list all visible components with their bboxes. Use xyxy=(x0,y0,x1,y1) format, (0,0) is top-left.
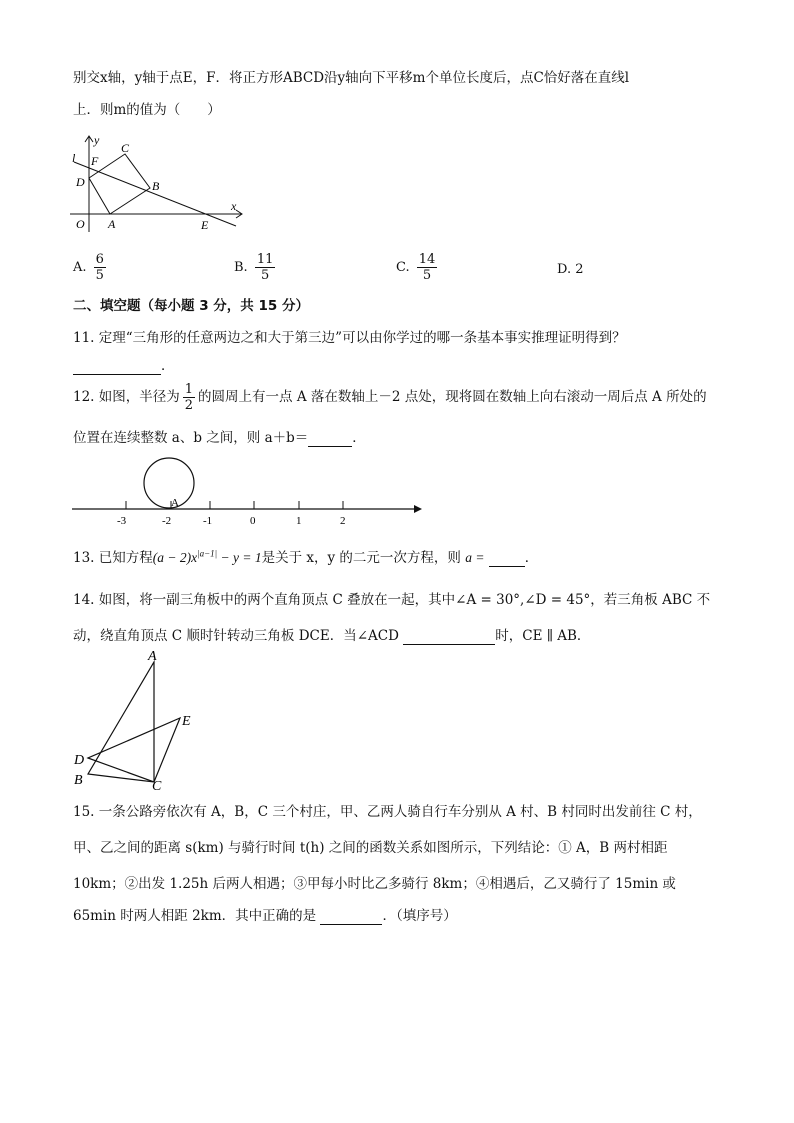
q14-line2-post: 时，CE ∥ AB． xyxy=(495,628,591,644)
label-B: B xyxy=(152,179,160,193)
tick-label: 2 xyxy=(340,515,346,527)
tick-label: -3 xyxy=(117,515,127,527)
q13-pre: 13. 已知方程 xyxy=(73,550,153,566)
q11-text: 11. 定理“三角形的任意两边之和大于第三边”可以由你学过的哪一条基本事实推理证明得到？ xyxy=(73,330,626,346)
q14-figure xyxy=(70,648,210,793)
choice-c[interactable] xyxy=(396,252,440,283)
choice-b[interactable] xyxy=(234,252,278,283)
choice-a-num: 6 xyxy=(95,252,104,267)
label-x: x xyxy=(231,199,237,213)
q14-blank[interactable] xyxy=(403,628,495,645)
q12-pre: 12. 如图，半径为 xyxy=(73,389,180,405)
choice-c-frac xyxy=(417,252,438,283)
q11-answer-line xyxy=(73,354,175,375)
q10-line1: 别交x轴，y轴于点E，F．将正方形ABCD沿y轴向下平移m个单位长度后，点C恰好落在直线l xyxy=(73,70,630,86)
label-A: A xyxy=(148,649,157,664)
q10-figure xyxy=(70,132,250,237)
choice-b-den: 5 xyxy=(260,268,270,283)
q12-line1 xyxy=(73,382,707,413)
section-title: 二、填空题（每小题 3 分，共 15 分） xyxy=(73,298,309,314)
label-D: D xyxy=(76,175,85,189)
tick-label: -2 xyxy=(162,515,172,527)
label-O: O xyxy=(76,217,85,231)
choice-d-letter: D. xyxy=(557,262,572,277)
q12-post: 的圆周上有一点 A 落在数轴上－2 点处，现将圆在数轴上向右滚动一周后点 A 所处的 xyxy=(198,389,707,405)
q13-eq-a: (a − 2)x xyxy=(152,550,198,565)
q13-var: a = xyxy=(465,550,485,565)
choice-b-letter: B. xyxy=(234,260,248,275)
label-y: y xyxy=(94,133,100,147)
q15-line1: 15. 一条公路旁依次有 A，B，C 三个村庄，甲、乙两人骑自行车分别从 A 村、B 村同时出发前往 C 村， xyxy=(73,804,702,820)
label-l: l xyxy=(72,151,76,165)
choice-c-num: 14 xyxy=(418,252,436,267)
tick-label: 0 xyxy=(250,515,256,527)
q12-frac-num: 1 xyxy=(184,382,194,397)
choice-a-den: 5 xyxy=(95,268,104,283)
q13-blank[interactable] xyxy=(489,550,525,567)
q14-line1: 14. 如图，将一副三角板中的两个直角顶点 C 叠放在一起，其中∠A = 30°,∠D = 45°，若三角板 ABC 不 xyxy=(73,592,711,608)
q14-line2 xyxy=(73,624,590,645)
label-A: A xyxy=(108,217,116,231)
choice-a-frac xyxy=(94,252,106,283)
choice-a-letter: A. xyxy=(73,260,87,275)
q11-tail: ． xyxy=(161,358,175,374)
label-D: D xyxy=(74,753,85,768)
label-E: E xyxy=(182,714,191,729)
q14-line2-pre: 动，绕直角顶点 C 顺时针转动三角板 DCE．当∠ACD xyxy=(73,628,399,644)
choice-d-text: 2 xyxy=(575,262,584,277)
q13-eq-b: − y = 1 xyxy=(217,550,262,565)
point-A-label: A xyxy=(171,497,179,509)
q12-line2-text: 位置在连续整数 a、b 之间，则 a＋b＝ xyxy=(73,430,309,446)
q12-number-line xyxy=(70,455,430,530)
q15-blank[interactable] xyxy=(320,908,382,925)
q12-blank[interactable] xyxy=(308,430,352,447)
label-F: F xyxy=(91,154,99,168)
q11-blank[interactable] xyxy=(73,358,161,375)
q12-tail: ． xyxy=(352,430,366,446)
q13-post: 是关于 x，y 的二元一次方程，则 xyxy=(261,550,461,566)
q15-line3: 10km；②出发 1.25h 后两人相遇；③甲每小时比乙多骑行 8km；④相遇后，乙又骑行了 15min 或 xyxy=(73,876,676,892)
q12-frac-den: 2 xyxy=(184,398,194,413)
q15-line4 xyxy=(73,904,457,925)
tick-label: 1 xyxy=(296,515,302,527)
rolling-circle xyxy=(144,458,194,508)
choice-b-frac xyxy=(255,252,276,283)
label-C: C xyxy=(152,779,162,794)
q13-eq-exp: |a−1| xyxy=(197,548,218,559)
choice-c-den: 5 xyxy=(422,268,432,283)
q12-line2 xyxy=(73,426,366,447)
choice-c-letter: C. xyxy=(396,260,410,275)
q15-line4-post: ．（填序号） xyxy=(382,908,457,924)
label-C: C xyxy=(121,141,130,155)
q15-line2: 甲、乙之间的距离 s(km) 与骑行时间 t(h) 之间的函数关系如图所示，下列结论：① A，B 两村相距 xyxy=(73,840,668,856)
q10-line2: 上．则m的值为（ ） xyxy=(73,102,221,118)
q13-line xyxy=(73,546,538,567)
q15-line4-pre: 65min 时两人相距 2km．其中正确的是 xyxy=(73,908,317,924)
label-B: B xyxy=(74,773,83,788)
choice-a[interactable] xyxy=(73,252,109,283)
choice-d[interactable] xyxy=(557,262,584,277)
choice-b-num: 11 xyxy=(256,252,274,267)
tick-label: -1 xyxy=(203,515,213,527)
q12-radius-frac xyxy=(183,382,195,413)
q13-tail: ． xyxy=(524,550,539,566)
label-E: E xyxy=(201,218,209,232)
